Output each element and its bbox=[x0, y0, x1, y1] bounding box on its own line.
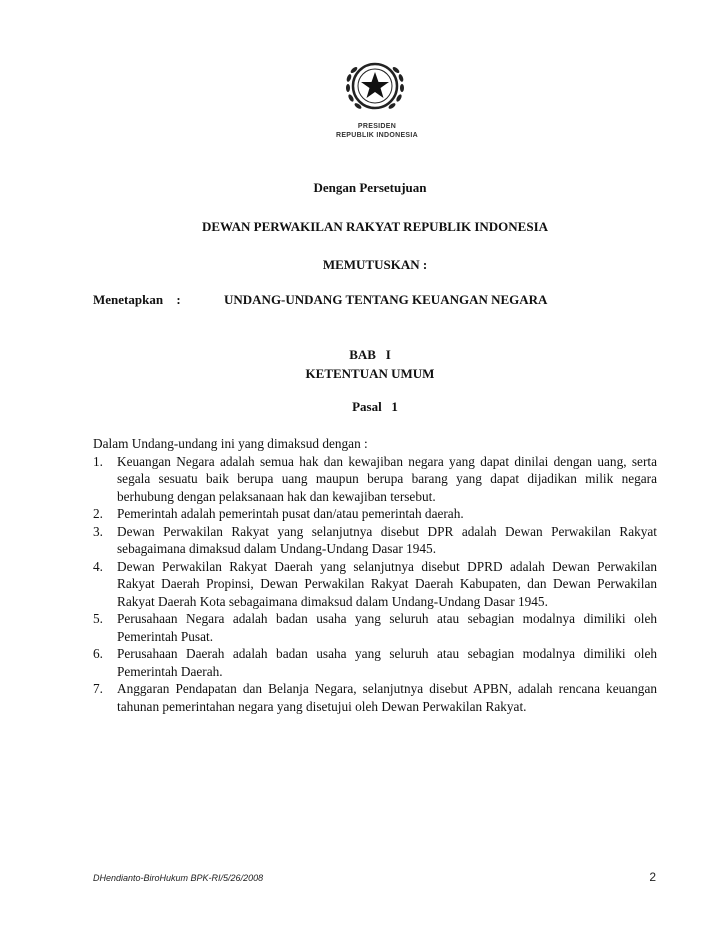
list-item bbox=[93, 523, 657, 558]
list-item-number: 6. bbox=[93, 646, 103, 661]
footer-source: DHendianto-BiroHukum BPK-RI/5/26/2008 bbox=[93, 873, 264, 883]
list-item-text: Pemerintah adalah pemerintah pusat dan/atau pemerintah daerah. bbox=[117, 506, 464, 521]
list-item-number: 1. bbox=[93, 453, 103, 469]
list-item-text: Perusahaan Daerah adalah badan usaha yang seluruh atau sebagian modalnya dimiliki oleh Pemerintah Daerah. bbox=[117, 646, 657, 679]
approval-heading: Dengan Persetujuan bbox=[313, 180, 427, 195]
enactment-title: UNDANG-UNDANG TENTANG KEUANGAN NEGARA bbox=[224, 292, 548, 307]
definitions-list bbox=[93, 435, 657, 715]
council-heading: DEWAN PERWAKILAN RAKYAT REPUBLIK INDONESIA bbox=[201, 219, 549, 234]
list-item bbox=[93, 558, 657, 611]
decide-heading: MEMUTUSKAN : bbox=[322, 257, 428, 272]
page-number: 2 bbox=[649, 870, 656, 884]
list-item-text: Perusahaan Negara adalah badan usaha yang seluruh atau sebagian modalnya dimiliki oleh Pemerintah Pusat. bbox=[117, 611, 657, 644]
enactment-colon: : bbox=[176, 292, 181, 307]
list-item-number: 4. bbox=[93, 558, 103, 574]
list-item-text: Dewan Perwakilan Rakyat Daerah yang selanjutnya disebut DPRD adalah Dewan Perwakilan Rakyat Daerah Propinsi, Dewan Perwakilan Rakyat Daerah Kabupaten, dan Dewan Perwakilan Rakyat Daerah Kota sebagaimana dimaksud dalam Undang-Undang Dasar 1945. bbox=[117, 558, 657, 609]
list-item-text: Keuangan Negara adalah semua hak dan kewajiban negara yang dapat dinilai dengan uang, serta segala sesuatu baik berupa uang maupun berupa barang yang dapat dijadikan milik negara berhubung dengan pelaksanaan hak dan kewajiban tersebut. bbox=[117, 453, 657, 504]
list-item bbox=[93, 453, 657, 506]
emblem-caption bbox=[322, 122, 432, 140]
chapter-title: KETENTUAN UMUM bbox=[305, 366, 435, 381]
article-title: Pasal 1 bbox=[352, 399, 398, 414]
list-item-text: Anggaran Pendapatan dan Belanja Negara, selanjutnya disebut APBN, adalah rencana keuangan tahunan pemerintahan negara yang disetujui oleh Dewan Perwakilan Rakyat. bbox=[117, 681, 657, 714]
emblem-caption-line2: REPUBLIK INDONESIA bbox=[335, 132, 419, 139]
chapter-heading bbox=[270, 345, 470, 383]
list-intro: Dalam Undang-undang ini yang dimaksud dengan : bbox=[93, 436, 368, 451]
list-item-number: 7. bbox=[93, 681, 103, 696]
list-item bbox=[93, 610, 657, 645]
list-item-number: 2. bbox=[93, 506, 103, 521]
enactment-label-text: Menetapkan bbox=[93, 292, 164, 307]
emblem-caption-line1: PRESIDEN bbox=[357, 123, 397, 130]
enactment-label bbox=[93, 292, 181, 308]
list-item bbox=[93, 680, 657, 715]
list-item-text: Dewan Perwakilan Rakyat yang selanjutnya disebut DPR adalah Dewan Perwakilan Rakyat sebagaimana dimaksud dalam Undang-Undang Dasar 1945. bbox=[117, 523, 657, 556]
list-item bbox=[93, 505, 657, 523]
list-item-number: 5. bbox=[93, 611, 103, 626]
list-item-number: 3. bbox=[93, 523, 103, 539]
list-item bbox=[93, 645, 657, 680]
garuda-star-emblem-icon bbox=[338, 56, 412, 116]
chapter-number: BAB I bbox=[349, 347, 391, 362]
